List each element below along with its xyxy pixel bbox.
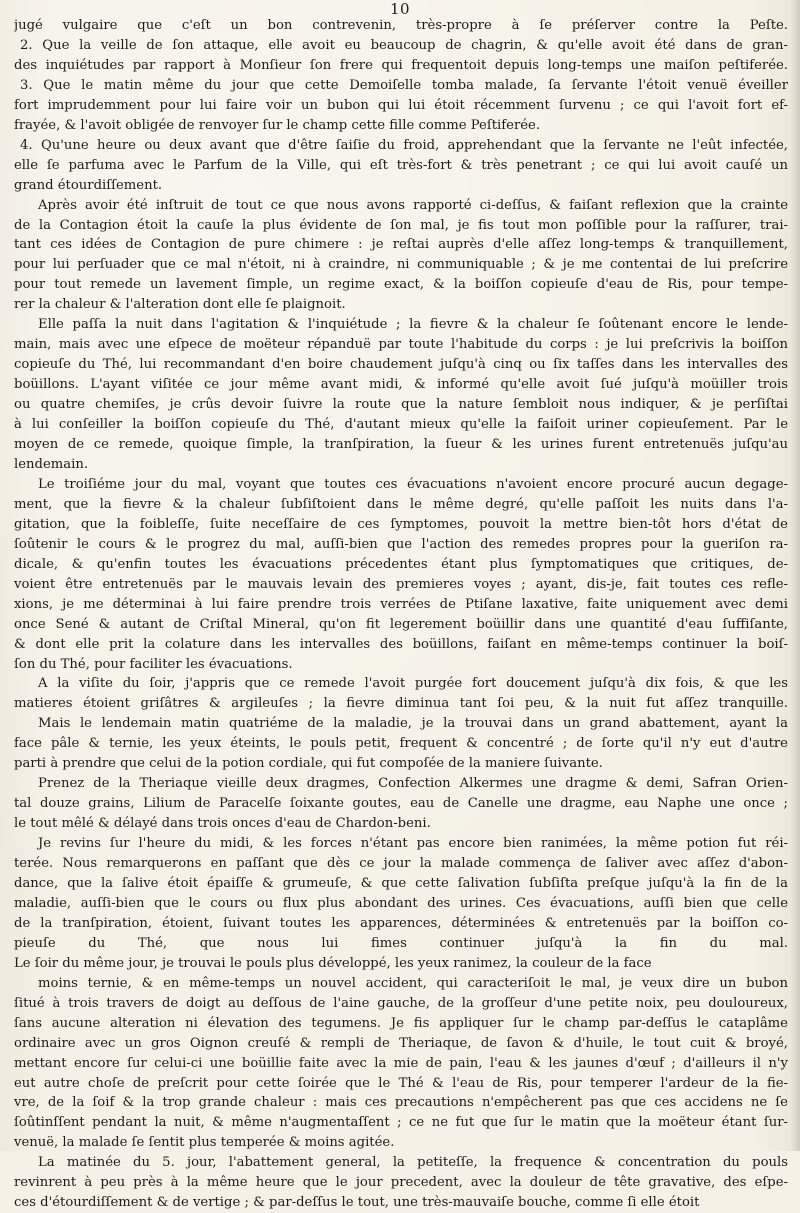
text-line: xions, je me déterminai à lui faire prendre trois verrées de Ptiſane laxative, faite uniquement avec demi [14,596,788,612]
body-text [14,16,788,1213]
text-line: pieuſe du Thé, que nous lui fimes continuer juſqu'à la fin du mal. [14,935,788,951]
text-line: ſans aucune alteration ni élevation des tegumens. Je fis appliquer ſur le champ par-deſſus le cataplâme [14,1015,788,1031]
text-line: maladie, auſſi-bien que le cours ou flux plus abondant des urines. Ces évacuations, auſſi bien que celle [14,895,788,911]
text-line: dicale, & qu'enfin toutes les évacuations précedentes étant plus ſymptomatiques que critiques, de- [14,556,788,572]
text-line: ces d'étourdiſſement & de vertige ; & par-deſſus le tout, une très-mauvaiſe bouche, comme ſi elle étoit [14,1195,700,1211]
text-line: des inquiétudes par rapport à Monſieur ſon frere qui frequentoit depuis long-temps une maiſon peſtiferée. [14,57,788,73]
text-line: parti à prendre que celui de la potion cordiale, qui fut compoſée de la maniere ſuivante. [14,756,603,772]
text-line: 2. Que la veille de ſon attaque, elle avoit eu beaucoup de chagrin, & qu'elle avoit été dans de gran- [20,37,788,53]
text-line: tal douze grains, Lilium de Paracelſe ſoixante goutes, eau de Canelle une dragme, eau Naphe une once ; [14,796,788,812]
text-line: ſitué à trois travers de doigt au deſſous de l'aine gauche, de la groſſeur d'une petite noix, peu douloureux, [14,995,788,1011]
text-line: jugé vulgaire que c'eſt un bon contrevenin, très-propre à ſe préſerver contre la Peſte. [14,18,788,33]
text-line: grand étourdiſſement. [14,177,163,193]
text-line: rer la chaleur & l'alteration dont elle ſe plaignoit. [14,297,346,313]
text-line: Le ſoir du même jour, je trouvai le pouls plus développé, les yeux ranimez, la couleur de la face [14,955,652,971]
text-line: vre, de la ſoif & la trop grande chaleur : mais ces precautions n'empêcherent pas que ces accidens ne ſe [14,1095,788,1111]
text-line: Elle paſſa la nuit dans l'agitation & l'inquiétude ; la fievre & la chaleur ſe ſoûtenant encore le lende- [38,317,788,333]
text-line: venuë, la malade ſe ſentit plus temperée & moins agitée. [14,1135,395,1151]
text-line: face pâle & ternie, les yeux éteints, le pouls petit, frequent & concentré ; de ſorte qu'il n'y eut d'autre [14,736,788,752]
text-line: pour lui perſuader que ce mal n'étoit, ni à craindre, ni communiquable ; & je me contentai de lui preſcrire [14,257,788,273]
text-line: pour tout remede un lavement ſimple, un regime exact, & la boiſſon copieuſe d'eau de Ris, pour tempe- [14,277,788,293]
text-line: La matinée du 5. jour, l'abattement general, la petiteſſe, la frequence & concentration du pouls [38,1155,788,1171]
text-line: Après avoir été inſtruit de tout ce que nous avons rapporté ci-deſſus, & faiſant reflexion que la crainte [38,197,788,213]
text-line: copieuſe du Thé, lui recommandant d'en boire chaudement juſqu'à cinq ou ſix taſſes dans les intervalles des [14,357,788,373]
text-line: de la tranſpiration, étoient, ſuivant toutes les apparences, déterminées & entretenuës par la boiſſon co- [14,915,788,931]
text-line: ordinaire avec un gros Oignon creuſé & rempli de Theriaque, de ſavon & d'huile, le tout cuit & broyé, [14,1035,788,1051]
text-line: elle ſe parfuma avec le Parfum de la Ville, qui eſt très-fort & très penetrant ; ce qui lui avoit cauſé un [14,157,788,173]
text-line: main, mais avec une eſpece de moëteur répanduë par toute l'habitude du corps : je lui preſcrivis la boiſſon [14,337,788,353]
text-line: Prenez de la Theriaque vieille deux dragmes, Confection Alkermes une dragme & demi, Safran Orien- [38,776,788,792]
text-line: once Sené & autant de Criſtal Mineral, qu'on fit legerement boüillir dans une quantité d'eau ſuffiſante, [14,616,788,632]
page-edge-shadow [790,0,800,1151]
text-line: 4. Qu'une heure ou deux avant que d'être ſaiſie du froid, apprehendant que la ſervante ne l'eût infectée, [20,137,788,153]
text-line: à lui conſeiller la boiſſon copieuſe du Thé, d'autant mieux qu'elle la faiſoit uriner copieuſement. Par le [14,417,788,433]
text-line: revinrent à peu près à la même heure que le jour precedent, avec la douleur de tête gravative, des eſpe- [14,1175,788,1191]
text-line: matieres étoient griſâtres & argileuſes ; la fievre diminua tant ſoi peu, & la nuit fut aſſez tranquille. [14,696,788,712]
text-line: 3. Que le matin même du jour que cette Demoiſelle tomba malade, ſa ſervante l'étoit venuë éveiller [20,77,788,93]
text-line: mettant encore ſur celui-ci une boüillie faite avec la mie de pain, l'eau & les jaunes d'œuf ; d'ailleurs il n'y [14,1055,788,1071]
text-line: ſon du Thé, pour faciliter les évacuations. [14,656,293,672]
text-line: voient être entretenuës par le mauvais levain des premieres voyes ; ayant, dis-je, fait toutes ces refle- [14,576,788,592]
text-line: moyen de ce remede, quoique ſimple, la tranſpiration, la ſueur & les urines furent entretenuës juſqu'au [14,437,788,453]
text-line: fort imprudemment pour lui faire voir un bubon qui lui étoit récemment ſurvenu ; ce qui l'avoit fort ef- [14,97,788,113]
text-line: frayée, & l'avoit obligée de renvoyer ſur le champ cette fille comme Peſtiferée. [14,117,541,133]
text-line: Mais le lendemain matin quatriéme de la maladie, je la trouvai dans un grand abattement, ayant la [38,716,788,732]
text-line: boüillons. L'ayant viſitée ce jour même avant midi, & informé qu'elle avoit ſué juſqu'à moüiller trois [14,377,788,393]
text-line: dance, que la ſalive étoit épaiſſe & grumeuſe, & que cette ſalivation ſubſiſta preſque juſqu'à la fin de la [14,875,788,891]
text-line: le tout mêlé & délayé dans trois onces d'eau de Chardon-beni. [14,816,431,832]
text-line: A la viſite du ſoir, j'appris que ce remede l'avoit purgée fort doucement juſqu'à dix fois, & que les [38,676,788,692]
text-line: Le troiſiéme jour du mal, voyant que toutes ces évacuations n'avoient encore procuré aucun degage- [38,476,788,492]
text-line: eut autre choſe de preſcrit pour cette ſoirée que le Thé & l'eau de Ris, pour temperer l'ardeur de la fie- [14,1075,788,1091]
text-line: ſoûtenir le cours & le progrez du mal, auſſi-bien que l'action des remedes propres pour la gueriſon ra- [14,536,788,552]
text-line: moins ternie, & en même-temps un nouvel accident, qui caracteriſoit le mal, je veux dire un bubon [38,975,788,991]
text-line: de la Contagion étoit la cauſe la plus évidente de ſon mal, je fis tout mon poſſible pour la raſſurer, trai- [14,217,788,233]
text-line: ou quatre chemiſes, je crûs devoir ſuivre la route que la nature ſembloit nous indiquer, & je perſiſtai [14,397,788,413]
page-number: 10 [389,0,411,18]
text-line: lendemain. [14,456,89,472]
text-line: & dont elle prit la colature dans les intervalles des boüillons, faiſant en même-temps continuer la boiſ- [14,636,788,652]
text-line: ſoûtinſſent pendant la nuit, & même n'augmentaſſent ; ce ne fut que ſur le matin que la moëteur étant ſur- [14,1115,788,1131]
text-line: Je revins ſur l'heure du midi, & les forces n'étant pas encore bien ranimées, la même potion fut réi- [38,836,788,852]
text-line: terée. Nous remarquerons en paſſant que dès ce jour la malade commença de ſaliver avec aſſez d'abon- [14,856,788,872]
text-line: ment, que la fievre & la chaleur ſubſiſtoient dans le même degré, qu'elle paſſoit les nuits dans l'a- [14,496,788,512]
text-line: gitation, que la foibleſſe, ſuite neceſſaire de ces ſymptomes, pouvoit la mettre bien-tôt hors d'état de [14,516,788,532]
text-line: tant ces idées de Contagion de pure chimere : je reſtai auprès d'elle aſſez long-temps & tranquillement, [14,237,788,253]
